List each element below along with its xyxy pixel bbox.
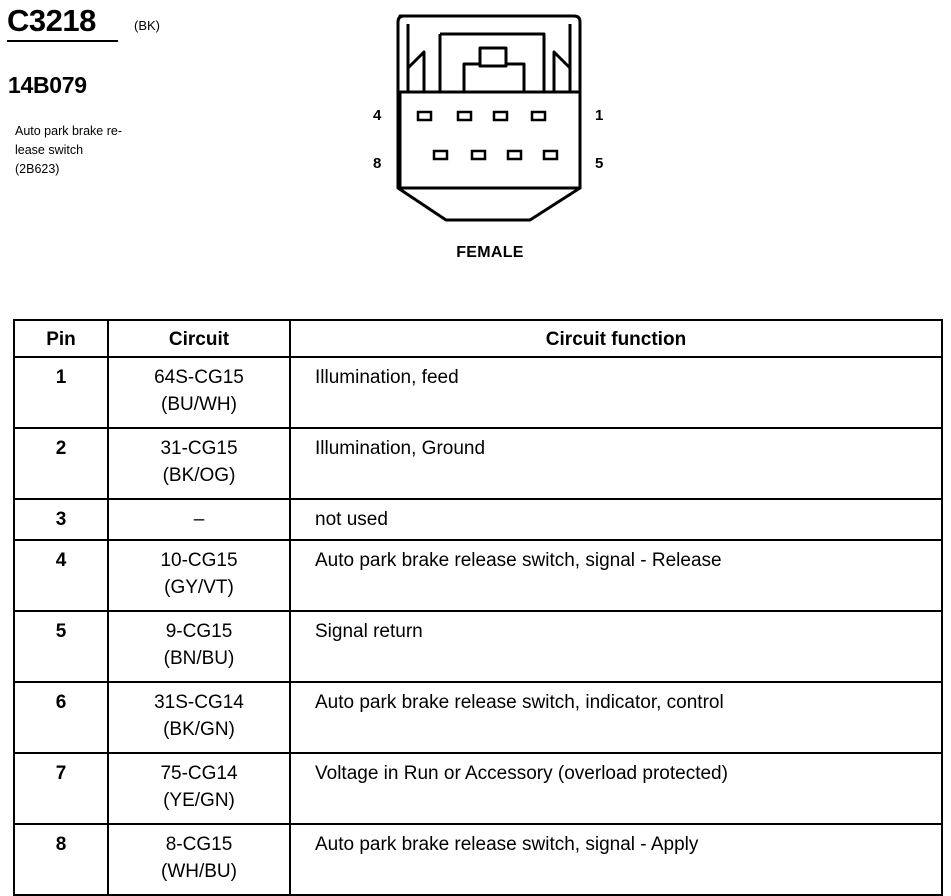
component-description: Auto park brake re- lease switch (2B623) <box>15 124 122 176</box>
connector-gender-label: FEMALE <box>456 244 524 261</box>
pin-cell: 6 <box>14 682 108 753</box>
table-row <box>14 753 942 824</box>
circuit-code: 31S-CG14 <box>154 692 244 713</box>
pin-cavity-8 <box>434 151 447 159</box>
pin-cavity-5 <box>544 151 557 159</box>
circuit-cell <box>108 682 290 753</box>
wire-color: (BU/WH) <box>161 394 237 415</box>
pinout-table <box>13 319 943 896</box>
column-header-circuit-function: Circuit function <box>290 320 942 357</box>
function-cell: Auto park brake release switch, signal - Apply <box>290 824 942 895</box>
wire-color: (BK/GN) <box>163 719 235 740</box>
table-row <box>14 357 942 428</box>
pin-label-4: 4 <box>373 107 382 124</box>
circuit-cell <box>108 611 290 682</box>
pin-cell: 8 <box>14 824 108 895</box>
circuit-code: 9-CG15 <box>165 621 233 642</box>
circuit-code: – <box>193 509 205 530</box>
table-row <box>14 824 942 895</box>
function-cell: Signal return <box>290 611 942 682</box>
connector-color-code: (BK) <box>134 18 160 33</box>
part-number: 14B079 <box>8 72 87 98</box>
circuit-cell <box>108 824 290 895</box>
column-header-pin: Pin <box>14 320 108 357</box>
pin-cell: 7 <box>14 753 108 824</box>
pinout-table-header-row <box>14 320 942 357</box>
table-row <box>14 499 942 540</box>
table-row <box>14 428 942 499</box>
wire-color: (GY/VT) <box>164 577 234 598</box>
circuit-cell <box>108 357 290 428</box>
circuit-code: 75-CG14 <box>160 763 238 784</box>
function-cell: Auto park brake release switch, indicator, control <box>290 682 942 753</box>
circuit-cell <box>108 753 290 824</box>
circuit-code: 10-CG15 <box>160 550 238 571</box>
circuit-cell <box>108 499 290 540</box>
function-cell: Voltage in Run or Accessory (overload protected) <box>290 753 942 824</box>
function-cell: Illumination, feed <box>290 357 942 428</box>
function-cell: not used <box>290 499 942 540</box>
connector-id: C3218 <box>7 3 96 38</box>
pin-cell: 4 <box>14 540 108 611</box>
table-row <box>14 540 942 611</box>
function-cell: Auto park brake release switch, signal - Release <box>290 540 942 611</box>
wire-color: (BN/BU) <box>163 648 235 669</box>
circuit-cell <box>108 428 290 499</box>
pin-cell: 1 <box>14 357 108 428</box>
table-row <box>14 682 942 753</box>
pin-label-1: 1 <box>595 107 604 124</box>
wire-color: (WH/BU) <box>161 861 237 882</box>
wire-color: (BK/OG) <box>162 465 236 486</box>
pin-cavity-1 <box>532 112 545 120</box>
circuit-code: 8-CG15 <box>165 834 233 855</box>
wire-color: (YE/GN) <box>163 790 235 811</box>
circuit-cell <box>108 540 290 611</box>
pin-cavity-6 <box>508 151 521 159</box>
pin-label-8: 8 <box>373 155 382 172</box>
pin-cavity-7 <box>472 151 485 159</box>
table-row <box>14 611 942 682</box>
function-cell: Illumination, Ground <box>290 428 942 499</box>
pin-cell: 2 <box>14 428 108 499</box>
connector-id-underline <box>7 40 118 42</box>
pin-cavity-4 <box>418 112 431 120</box>
connector-face-diagram <box>360 8 600 228</box>
circuit-code: 64S-CG15 <box>154 367 244 388</box>
column-header-circuit: Circuit <box>108 320 290 357</box>
pin-cell: 5 <box>14 611 108 682</box>
pin-label-5: 5 <box>595 155 604 172</box>
pin-cavity-2 <box>494 112 507 120</box>
circuit-code: 31-CG15 <box>160 438 238 459</box>
pin-cell: 3 <box>14 499 108 540</box>
connector-pin-cavity-body <box>400 92 580 188</box>
pin-cavity-3 <box>458 112 471 120</box>
